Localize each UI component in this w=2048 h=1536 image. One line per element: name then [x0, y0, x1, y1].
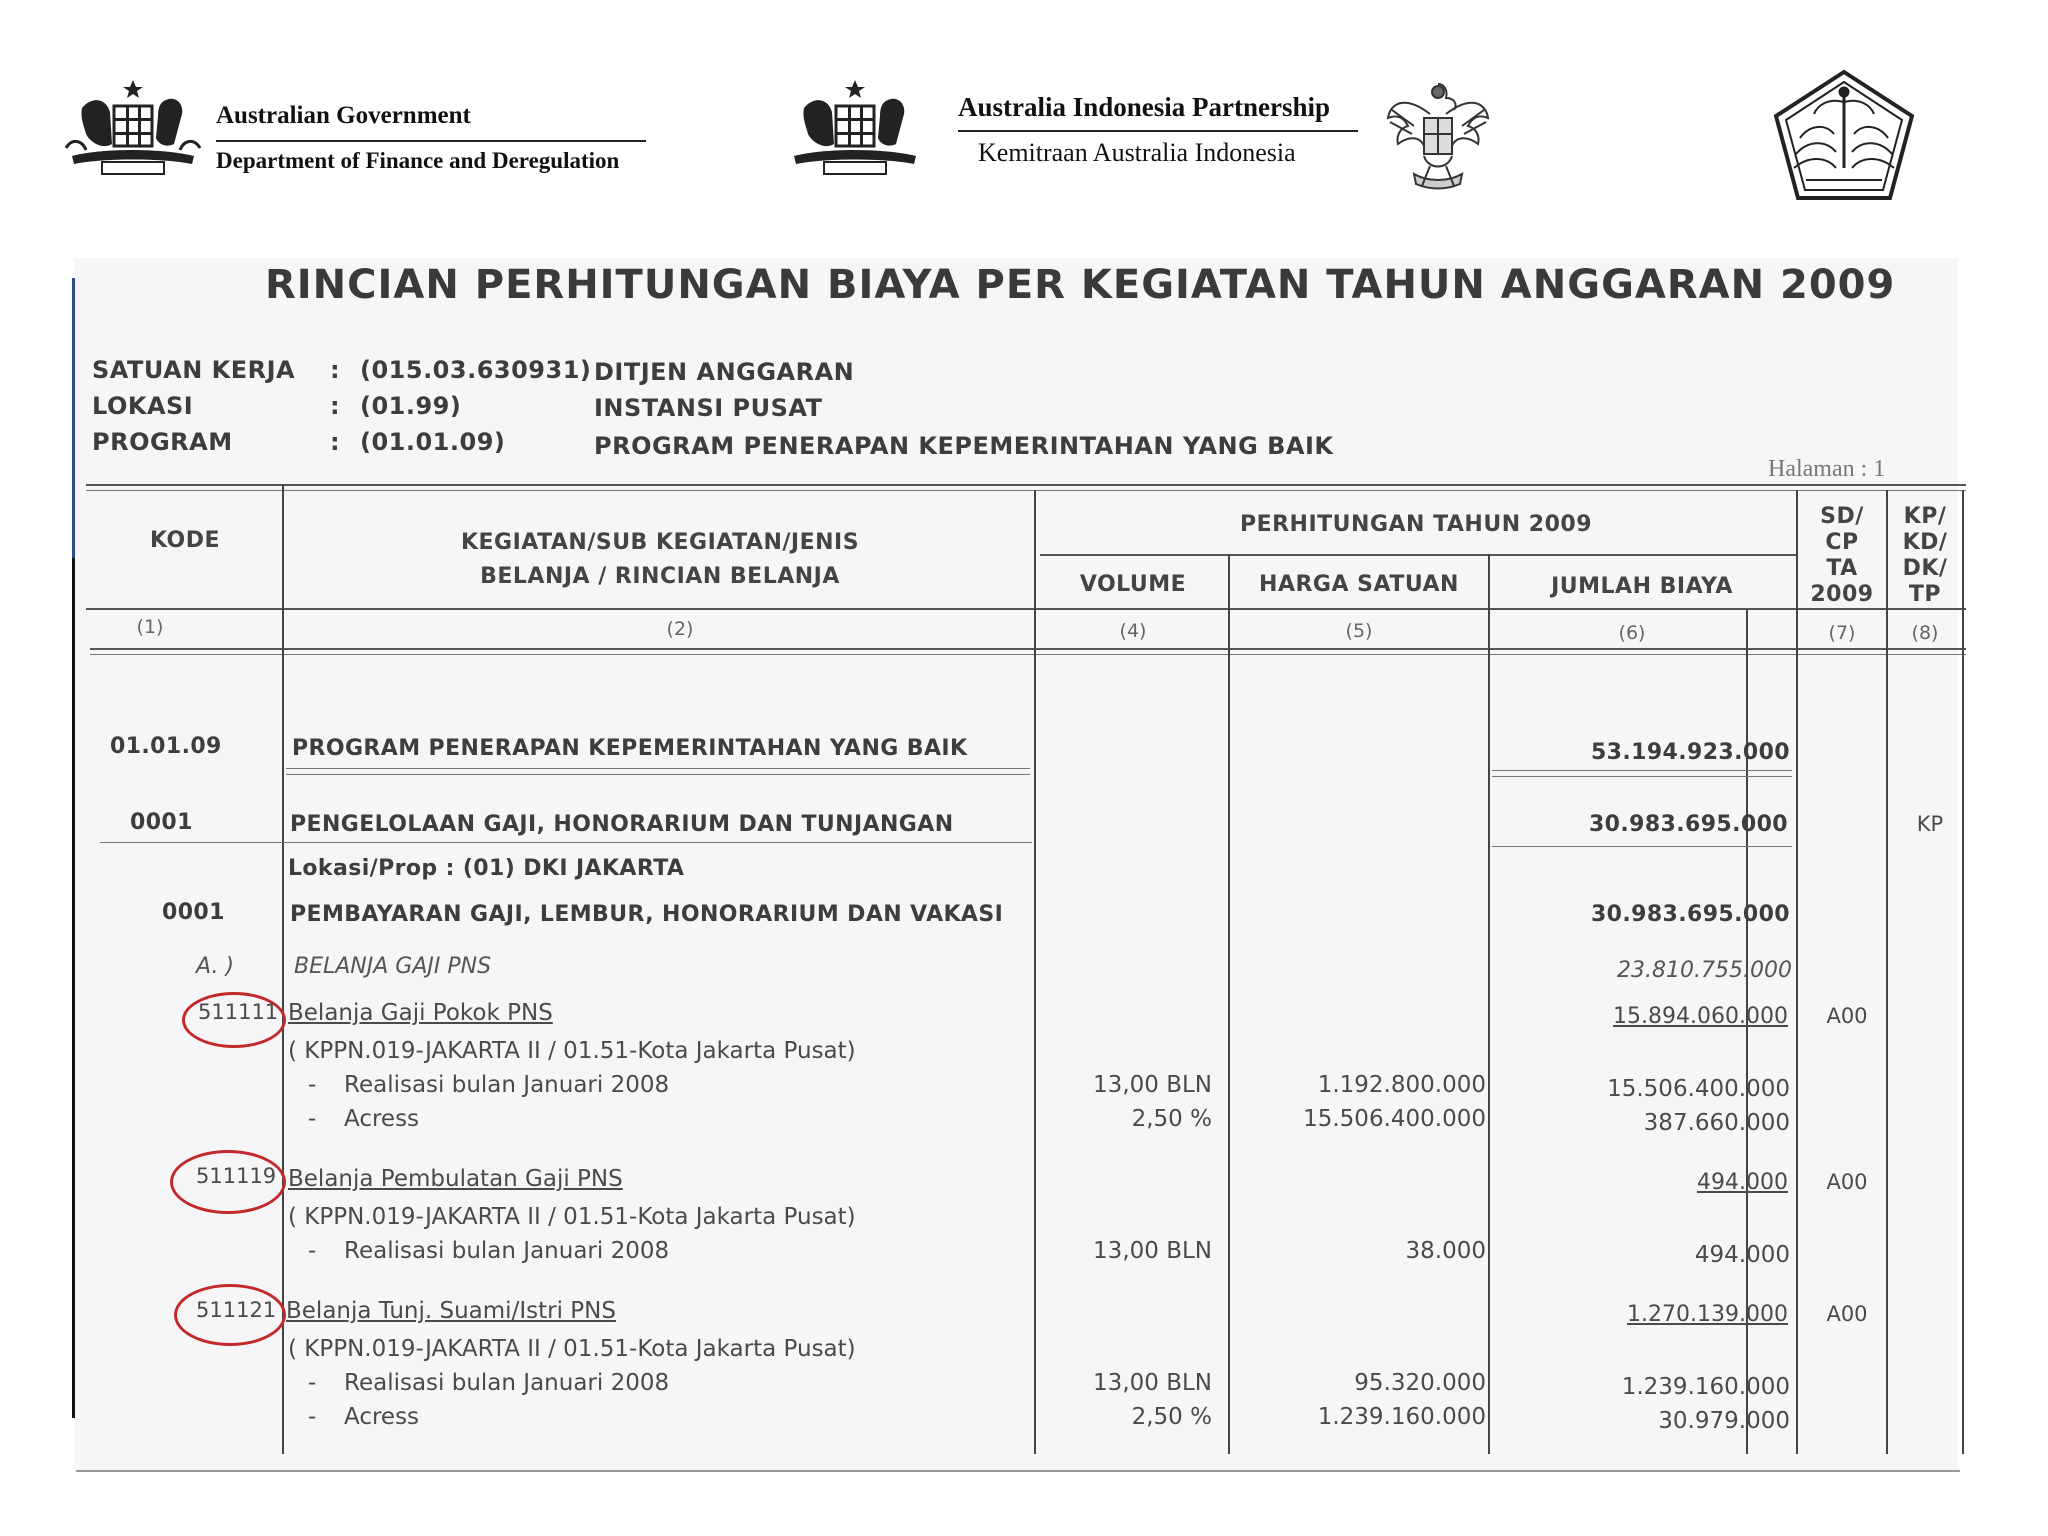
- column-number: (2): [666, 618, 694, 640]
- colnum-bottom-rule: [90, 654, 1966, 655]
- row-rule: [1492, 846, 1792, 847]
- detail-volume: 2,50 %: [1131, 1404, 1212, 1430]
- item-kppn: ( KPPN.019-JAKARTA II / 01.51-Kota Jakarta Pusat): [288, 1204, 856, 1230]
- column-number: (5): [1345, 620, 1373, 642]
- garuda-pancasila-icon: [1384, 74, 1492, 194]
- meta-label: LOKASI: [92, 392, 194, 420]
- detail-label: Acress: [344, 1404, 420, 1430]
- belanja-name: BELANJA GAJI PNS: [294, 954, 492, 979]
- australian-coat-of-arms-icon: [784, 78, 926, 182]
- col-divider: [1488, 554, 1490, 1454]
- meta-separator: :: [330, 428, 341, 456]
- colnum-bottom-rule: [90, 648, 1966, 650]
- col-divider: [1796, 490, 1798, 1454]
- kegiatan-kp: KP: [1916, 812, 1944, 836]
- header-sd: SD/: [1820, 504, 1864, 529]
- header-kp: KD/: [1902, 530, 1948, 555]
- col-divider: [1886, 490, 1888, 1454]
- item-sd: A00: [1826, 1302, 1868, 1326]
- col-divider: [1746, 610, 1748, 1454]
- sheet-bottom-edge: [76, 1470, 1960, 1472]
- header-volume: VOLUME: [1079, 572, 1187, 597]
- column-number: (6): [1618, 622, 1646, 644]
- detail-dash: -: [308, 1072, 317, 1098]
- detail-dash: -: [308, 1238, 317, 1264]
- meta-code: (01.99): [360, 392, 462, 420]
- detail-label: Realisasi bulan Januari 2008: [344, 1370, 670, 1396]
- header-bottom-rule: [86, 608, 1966, 610]
- kegiatan-name: PENGELOLAAN GAJI, HONORARIUM DAN TUNJANGAN: [290, 812, 954, 837]
- header-harga: HARGA SATUAN: [1259, 572, 1459, 597]
- detail-volume: 13,00 BLN: [1093, 1238, 1212, 1264]
- gov-department: Department of Finance and Deregulation: [216, 148, 620, 173]
- item-code: 511111: [198, 1000, 279, 1024]
- column-number: (4): [1119, 620, 1147, 642]
- partnership-title: Australia Indonesia Partnership: [958, 92, 1331, 122]
- page-number: Halaman : 1: [1768, 456, 1886, 482]
- subkegiatan-name: PEMBAYARAN GAJI, LEMBUR, HONORARIUM DAN VAKASI: [290, 902, 1004, 927]
- header-kp: DK/: [1902, 556, 1948, 581]
- detail-harga: 15.506.400.000: [1303, 1106, 1486, 1132]
- column-number: (8): [1911, 622, 1939, 644]
- meta-value: DITJEN ANGGARAN: [594, 358, 855, 386]
- detail-volume: 2,50 %: [1131, 1106, 1212, 1132]
- column-number: (7): [1828, 622, 1856, 644]
- item-name: Belanja Pembulatan Gaji PNS: [288, 1166, 623, 1192]
- program-amount: 53.194.923.000: [1590, 740, 1790, 765]
- australian-coat-of-arms-icon: [62, 78, 204, 182]
- detail-jumlah: 1.239.160.000: [1621, 1374, 1790, 1400]
- detail-volume: 13,00 BLN: [1093, 1072, 1212, 1098]
- item-name: Belanja Gaji Pokok PNS: [288, 1000, 553, 1026]
- meta-separator: :: [330, 392, 341, 420]
- detail-dash: -: [308, 1106, 317, 1132]
- detail-label: Acress: [344, 1106, 420, 1132]
- item-code: 511119: [196, 1164, 277, 1188]
- subkegiatan-amount: 30.983.695.000: [1590, 902, 1790, 927]
- belanja-code: A. ): [196, 954, 235, 979]
- sheet-edge: [72, 558, 75, 1418]
- header-kegiatan: KEGIATAN/SUB KEGIATAN/JENIS: [460, 530, 860, 555]
- table-top-rule: [86, 484, 1966, 486]
- header-perhitungan: PERHITUNGAN TAHUN 2009: [1239, 512, 1593, 537]
- detail-dash: -: [308, 1370, 317, 1396]
- item-amount: 494.000: [1697, 1170, 1788, 1195]
- header-kp: TP: [1908, 582, 1942, 607]
- col-divider: [1228, 554, 1230, 1454]
- detail-harga: 95.320.000: [1354, 1370, 1486, 1396]
- detail-jumlah: 15.506.400.000: [1607, 1076, 1790, 1102]
- detail-jumlah: 387.660.000: [1643, 1110, 1790, 1136]
- item-code: 511121: [196, 1298, 277, 1322]
- header-kegiatan: BELANJA / RINCIAN BELANJA: [480, 564, 840, 589]
- row-rule: [1492, 776, 1792, 777]
- col-divider: [1962, 490, 1964, 1454]
- item-name: Belanja Tunj. Suami/Istri PNS: [286, 1298, 616, 1324]
- detail-label: Realisasi bulan Januari 2008: [344, 1238, 670, 1264]
- belanja-amount: 23.810.755.000: [1617, 958, 1792, 983]
- item-kppn: ( KPPN.019-JAKARTA II / 01.51-Kota Jakarta Pusat): [288, 1038, 856, 1064]
- program-name: PROGRAM PENERAPAN KEPEMERINTAHAN YANG BAIK: [292, 736, 968, 761]
- row-rule: [1492, 770, 1792, 771]
- column-number: (1): [136, 616, 164, 638]
- header-kp: KP/: [1903, 504, 1947, 529]
- partnership-subtitle: Kemitraan Australia Indonesia: [978, 138, 1296, 167]
- sheet-edge: [72, 278, 75, 558]
- meta-code: (015.03.630931): [360, 356, 592, 384]
- meta-code: (01.01.09): [360, 428, 506, 456]
- gov-title: Australian Government: [216, 102, 471, 129]
- item-sd: A00: [1826, 1004, 1868, 1028]
- item-amount: 1.270.139.000: [1627, 1302, 1788, 1327]
- header-sd: CP: [1825, 530, 1859, 555]
- kegiatan-amount: 30.983.695.000: [1588, 812, 1788, 837]
- header-sd: 2009: [1810, 582, 1874, 607]
- meta-value: PROGRAM PENERAPAN KEPEMERINTAHAN YANG BAIK: [594, 432, 1334, 460]
- item-amount: 15.894.060.000: [1613, 1004, 1788, 1029]
- program-code: 01.01.09: [110, 734, 222, 759]
- item-sd: A00: [1826, 1170, 1868, 1194]
- lokasi-line: Lokasi/Prop : (01) DKI JAKARTA: [288, 856, 685, 881]
- detail-label: Realisasi bulan Januari 2008: [344, 1072, 670, 1098]
- gov-rule: [216, 140, 646, 142]
- header-sd: TA: [1826, 556, 1858, 581]
- meta-label: SATUAN KERJA: [92, 356, 296, 384]
- meta-separator: :: [330, 356, 341, 384]
- header-kode: KODE: [149, 528, 221, 553]
- perhitungan-rule: [1040, 554, 1796, 556]
- detail-harga: 38.000: [1405, 1238, 1486, 1264]
- detail-jumlah: 494.000: [1694, 1242, 1790, 1268]
- document-title: RINCIAN PERHITUNGAN BIAYA PER KEGIATAN TAHUN ANGGARAN 2009: [265, 262, 1896, 308]
- detail-harga: 1.192.800.000: [1317, 1072, 1486, 1098]
- meta-label: PROGRAM: [92, 428, 233, 456]
- detail-harga: 1.239.160.000: [1317, 1404, 1486, 1430]
- detail-dash: -: [308, 1404, 317, 1430]
- kegiatan-code: 0001: [130, 810, 193, 835]
- row-rule: [286, 774, 1030, 775]
- partnership-rule: [958, 130, 1358, 132]
- ministry-of-finance-emblem-icon: [1770, 68, 1918, 204]
- header-jumlah: JUMLAH BIAYA: [1551, 574, 1733, 599]
- row-rule: [286, 768, 1030, 769]
- item-kppn: ( KPPN.019-JAKARTA II / 01.51-Kota Jakarta Pusat): [288, 1336, 856, 1362]
- meta-value: INSTANSI PUSAT: [594, 394, 823, 422]
- subkegiatan-code: 0001: [162, 900, 225, 925]
- table-top-rule: [86, 490, 1966, 491]
- detail-jumlah: 30.979.000: [1658, 1408, 1790, 1434]
- detail-volume: 13,00 BLN: [1093, 1370, 1212, 1396]
- row-rule: [100, 842, 1032, 843]
